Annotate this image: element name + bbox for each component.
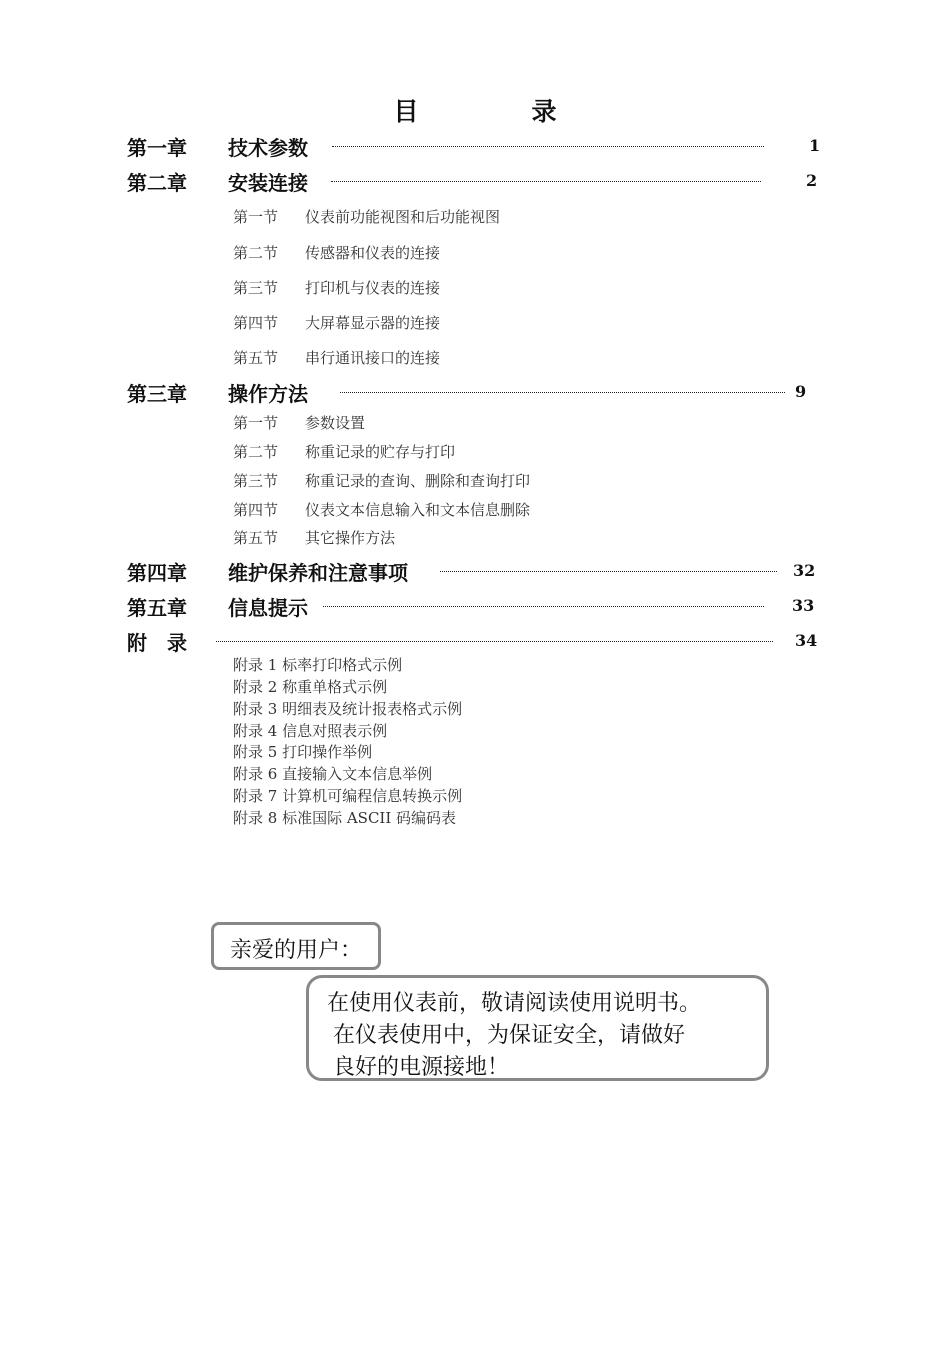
toc-section[interactable]	[233, 441, 455, 462]
toc-section[interactable]	[233, 347, 440, 368]
section-number: 第二节	[233, 443, 279, 461]
chapter-title: 安装连接	[228, 167, 316, 196]
page-number: 33	[792, 596, 815, 615]
section-number: 第一节	[233, 414, 279, 432]
appendix-item[interactable]: 附录 3 明细表及统计报表格式示例	[233, 700, 463, 718]
toc-section[interactable]	[233, 206, 500, 227]
greeting-text: 亲爱的用户：	[230, 938, 363, 963]
section-number: 第五节	[233, 349, 279, 367]
section-title: 仪表文本信息输入和文本信息删除	[305, 501, 531, 519]
section-title: 称重记录的查询、删除和查询打印	[305, 472, 531, 490]
section-title: 串行通讯接口的连接	[305, 349, 441, 367]
page-number: 1	[809, 136, 821, 155]
section-title: 打印机与仪表的连接	[305, 279, 441, 297]
leader-dots	[332, 145, 764, 147]
section-number: 第二节	[233, 244, 279, 262]
toc-section[interactable]	[233, 242, 440, 263]
notice-line: 良好的电源接地！	[333, 1055, 510, 1080]
chapter-title: 操作方法	[228, 378, 316, 407]
toc-chapter-2[interactable]	[127, 167, 817, 197]
appendix-item[interactable]: 附录 6 直接输入文本信息举例	[233, 765, 433, 783]
chapter-number: 第三章	[127, 382, 187, 406]
toc-appendix[interactable]	[127, 627, 817, 657]
chapter-title: 信息提示	[228, 592, 316, 621]
appendix-item[interactable]: 附录 5 打印操作举例	[233, 743, 373, 761]
section-number: 第四节	[233, 501, 279, 519]
toc-section[interactable]	[233, 499, 530, 520]
chapter-number: 第四章	[127, 561, 187, 585]
section-number: 第五节	[233, 529, 279, 547]
appendix-item[interactable]: 附录 8 标准国际 ASCII 码编码表	[233, 809, 457, 827]
leader-dots	[440, 570, 777, 572]
toc-chapter-5[interactable]	[127, 592, 817, 622]
page-number: 9	[795, 382, 807, 401]
chapter-number: 第二章	[127, 171, 187, 195]
toc-section[interactable]	[233, 277, 440, 298]
section-title: 大屏幕显示器的连接	[305, 314, 441, 332]
section-number: 第一节	[233, 208, 279, 226]
section-title: 称重记录的贮存与打印	[305, 443, 456, 461]
section-title: 其它操作方法	[305, 529, 396, 547]
greeting-box	[211, 922, 381, 970]
toc-chapter-4[interactable]	[127, 557, 817, 587]
toc-section[interactable]	[233, 312, 440, 333]
leader-dots	[216, 640, 773, 642]
leader-dots	[340, 391, 785, 393]
toc-section[interactable]	[233, 527, 395, 548]
leader-dots	[331, 180, 761, 182]
notice-line: 在使用仪表前，敬请阅读使用说明书。	[327, 991, 702, 1016]
toc-section[interactable]	[233, 412, 365, 433]
section-number: 第三节	[233, 279, 279, 297]
section-number: 第四节	[233, 314, 279, 332]
appendix-item[interactable]: 附录 4 信息对照表示例	[233, 722, 388, 740]
toc-chapter-1[interactable]	[127, 132, 821, 162]
page-number: 34	[795, 631, 818, 650]
chapter-number: 第五章	[127, 596, 187, 620]
page-title: 目 录	[393, 97, 601, 126]
chapter-title: 技术参数	[228, 132, 316, 161]
appendix-item[interactable]: 附录 1 标率打印格式示例	[233, 656, 403, 674]
leader-dots	[323, 605, 764, 607]
section-title: 参数设置	[305, 414, 366, 432]
appendix-item[interactable]: 附录 7 计算机可编程信息转换示例	[233, 787, 463, 805]
toc-chapter-3[interactable]	[127, 378, 817, 408]
chapter-title: 维护保养和注意事项	[228, 557, 416, 586]
notice-line: 在仪表使用中，为保证安全，请做好	[333, 1023, 686, 1048]
toc-section[interactable]	[233, 470, 530, 491]
section-title: 传感器和仪表的连接	[305, 244, 441, 262]
chapter-number: 附 录	[127, 631, 187, 655]
appendix-item[interactable]: 附录 2 称重单格式示例	[233, 678, 388, 696]
notice-box	[306, 975, 769, 1081]
page-number: 2	[806, 171, 818, 190]
section-title: 仪表前功能视图和后功能视图	[305, 208, 501, 226]
page-number: 32	[793, 561, 816, 580]
chapter-number: 第一章	[127, 136, 187, 160]
section-number: 第三节	[233, 472, 279, 490]
